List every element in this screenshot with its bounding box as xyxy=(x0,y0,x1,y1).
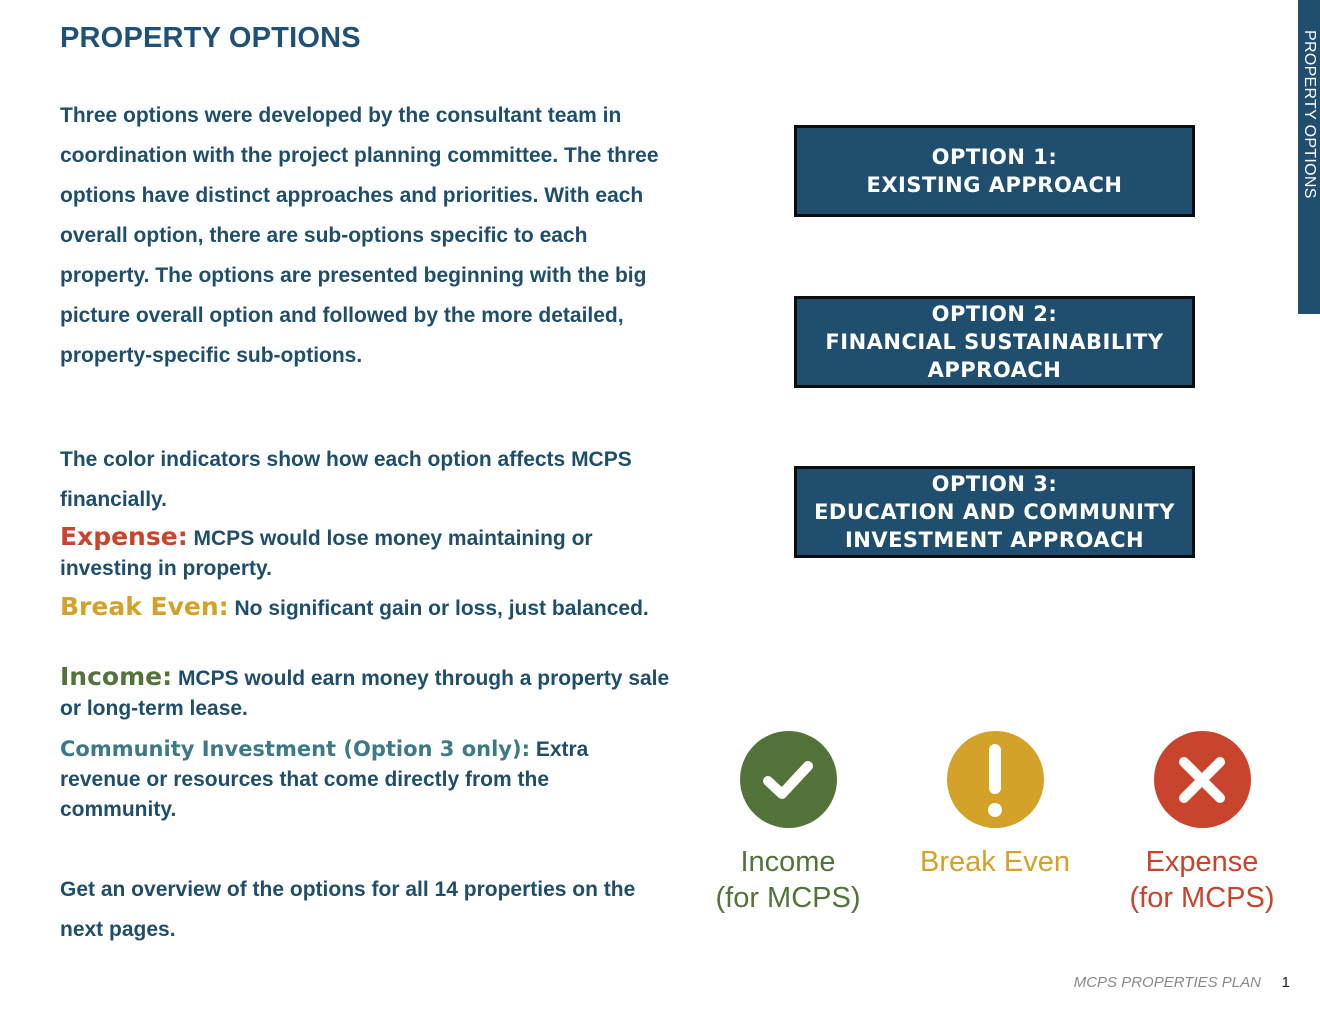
definition-expense xyxy=(60,522,670,584)
option-1-title: EXISTING APPROACH xyxy=(866,173,1123,197)
legend-expense-sublabel: (for MCPS) xyxy=(1129,882,1275,914)
footer-document-title: MCPS PROPERTIES PLAN xyxy=(1073,974,1261,991)
option-2-box xyxy=(794,296,1195,388)
term-break-even: Break Even: xyxy=(60,592,229,621)
intro-paragraph: Three options were developed by the consultant team in coordination with the project planning committee. The three options have distinct approaches and priorities. With each overall option, there are sub-options specific to each property. The options are presented beginning with the big picture overall option and followed by the more detailed, property-specific sub-options. xyxy=(60,104,659,367)
definition-community-text: Extra revenue or resources that come directly from the community. xyxy=(60,738,589,821)
legend-income xyxy=(688,731,888,916)
legend-income-sublabel: (for MCPS) xyxy=(715,882,861,914)
legend-income-label: Income xyxy=(740,846,836,878)
option-2-title-line2: APPROACH xyxy=(927,358,1062,382)
definition-income xyxy=(60,662,670,724)
option-3-title-line1: EDUCATION AND COMMUNITY xyxy=(814,500,1175,524)
option-1-number: OPTION 1: xyxy=(931,145,1058,169)
outro-paragraph: Get an overview of the options for all 14 properties on the next pages. xyxy=(60,878,636,941)
checkmark-icon xyxy=(740,731,837,828)
option-3-title-line2: INVESTMENT APPROACH xyxy=(844,528,1145,552)
page-title: PROPERTY OPTIONS xyxy=(60,22,361,54)
option-1-box xyxy=(794,125,1195,217)
x-icon xyxy=(1154,731,1251,828)
indicators-intro: The color indicators show how each option affects MCPS financially. xyxy=(60,448,632,511)
definition-expense-text: MCPS would lose money maintaining or investing in property. xyxy=(60,527,593,580)
definition-community-investment xyxy=(60,734,670,825)
legend-expense-label: Expense xyxy=(1145,846,1259,878)
side-section-tab-label: PROPERTY OPTIONS xyxy=(1301,30,1318,199)
definition-break-even xyxy=(60,592,670,624)
side-section-tab xyxy=(1298,0,1320,314)
legend-expense xyxy=(1102,731,1302,916)
term-community-investment: Community Investment (Option 3 only): xyxy=(60,737,530,761)
term-expense: Expense: xyxy=(60,522,188,551)
legend-break-even xyxy=(895,731,1095,880)
option-3-number: OPTION 3: xyxy=(931,472,1058,496)
option-3-box xyxy=(794,466,1195,558)
term-income: Income: xyxy=(60,662,173,691)
legend-break-even-label: Break Even xyxy=(920,846,1070,878)
definition-income-text: MCPS would earn money through a property sale or long-term lease. xyxy=(60,667,670,720)
exclamation-icon xyxy=(947,731,1044,828)
definition-break-even-text: No significant gain or loss, just balanced. xyxy=(228,597,649,620)
option-2-title-line1: FINANCIAL SUSTAINABILITY xyxy=(825,330,1164,354)
page-number: 1 xyxy=(1281,974,1290,991)
option-2-number: OPTION 2: xyxy=(931,302,1058,326)
